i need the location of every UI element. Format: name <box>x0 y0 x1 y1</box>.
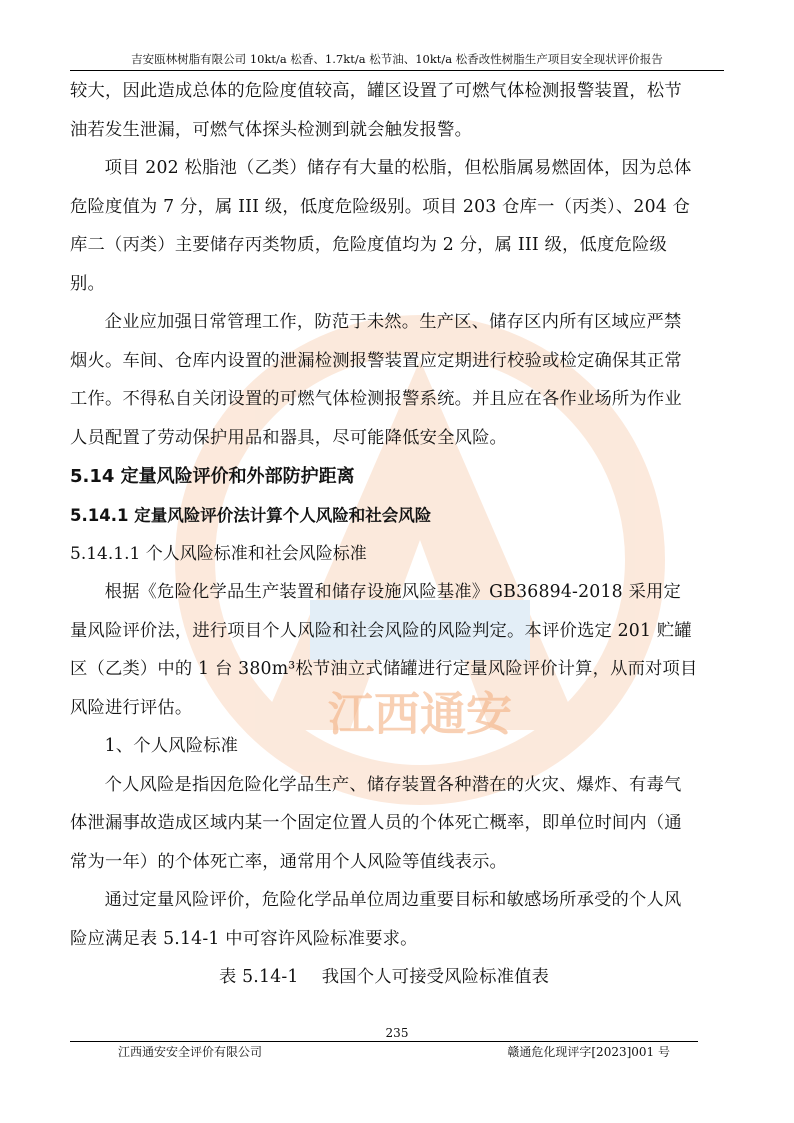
list-item-1: 1、个人风险标准 <box>104 736 239 756</box>
section-heading-5-14-1-1: 5.14.1.1 个人风险标准和社会风险标准 <box>70 544 367 564</box>
table-caption: 表 5.14-1 我国个人可接受风险标准值表 <box>218 967 550 987</box>
paragraph-1: 较大，因此造成总体的危险度值较高，罐区设置了可燃气体检测报警装置，松节油若发生泄漏，可燃气体探头检测到就会触发报警。 <box>70 81 682 140</box>
footer-company: 江西通安安全评价有限公司 <box>118 1045 263 1059</box>
page-content <box>70 72 698 997</box>
watermark-text: 江西通安 <box>328 687 512 741</box>
section-heading-5-14-1: 5.14.1 定量风险评价法计算个人风险和社会风险 <box>70 506 432 525</box>
page-number: 235 <box>385 1026 409 1040</box>
paragraph-4: 根据《危险化学品生产装置和储存设施风险基准》GB36894-2018 采用定量风险评价法，进行项目个人风险和社会风险的风险判定。本评价选定 201 贮罐区（乙类）中的 1 台 380m³松节油立式储罐进行定量风险评价计算，从而对项目风险进行评估。 <box>70 582 698 718</box>
section-heading-5-14: 5.14 定量风险评价和外部防护距离 <box>70 466 355 487</box>
page-header <box>70 48 724 71</box>
header-title: 吉安瓯林树脂有限公司 10kt/a 松香、1.7kt/a 松节油、10kt/a 松香改性树脂生产项目安全现状评价报告 <box>131 52 663 66</box>
paragraph-5: 个人风险是指因危险化学品生产、储存装置各种潜在的火灾、爆炸、有毒气体泄漏事故造成区域内某一个固定位置人员的个体死亡概率，即单位时间内（通常为一年）的个体死亡率，通常用个人风险等值线表示。 <box>70 774 682 872</box>
page-footer <box>118 1043 670 1060</box>
footer-divider <box>70 1041 698 1042</box>
paragraph-3: 企业应加强日常管理工作，防范于未然。生产区、储存区内所有区域应严禁烟火。车间、仓库内设置的泄漏检测报警装置应定期进行校验或检定确保其正常工作。不得私自关闭设置的可燃气体检测报警系统。并且应在各作业场所为作业人员配置了劳动保护用品和器具，尽可能降低安全风险。 <box>70 312 682 448</box>
paragraph-2: 项目 202 松脂池（乙类）储存有大量的松脂，但松脂属易燃固体，因为总体危险度值为 7 分，属 III 级，低度危险级别。项目 203 仓库一（丙类）、204 仓库二（丙类）主要储存丙类物质，危险度值均为 2 分，属 III 级，低度危险级别。 <box>70 158 692 294</box>
footer-report-number: 赣通危化现评字[2023]001 号 <box>507 1045 670 1059</box>
paragraph-6: 通过定量风险评价，危险化学品单位周边重要目标和敏感场所承受的个人风险应满足表 5.14-1 中可容许风险标准要求。 <box>70 890 682 949</box>
